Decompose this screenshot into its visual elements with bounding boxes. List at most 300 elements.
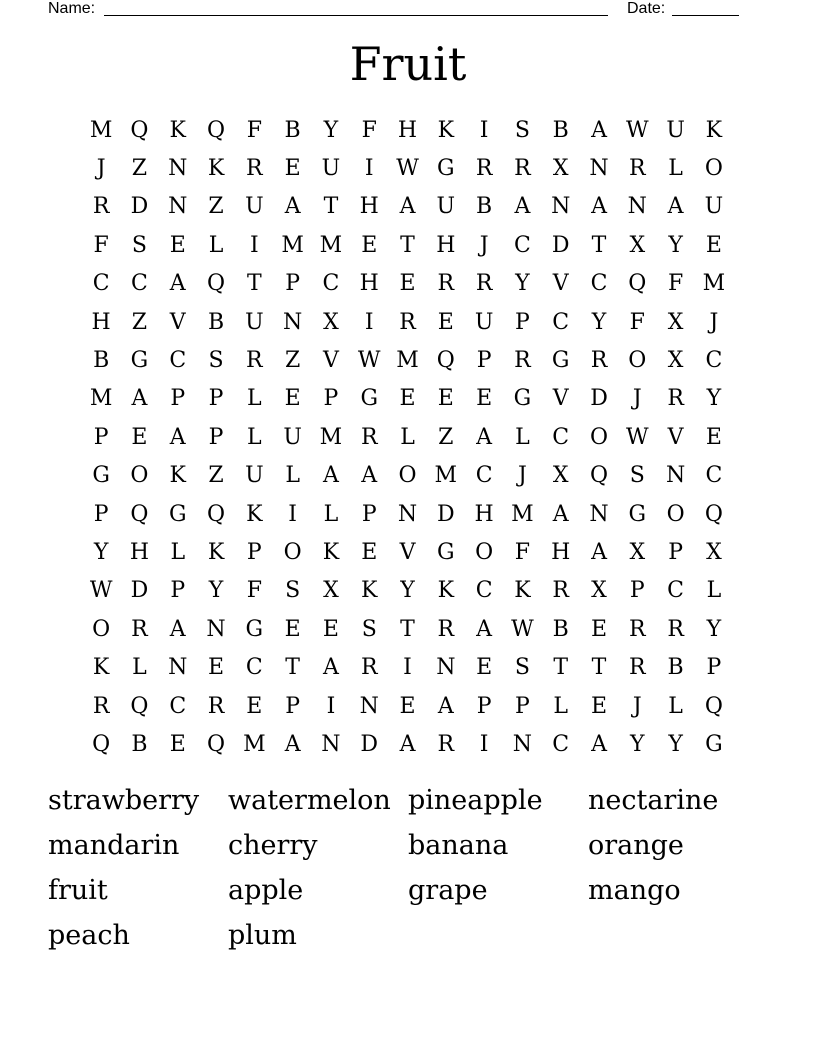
grid-cell[interactable]: P xyxy=(476,693,492,719)
grid-cell[interactable]: E xyxy=(705,232,722,258)
grid-cell[interactable]: I xyxy=(364,156,374,182)
grid-cell[interactable]: C xyxy=(590,271,608,297)
grid-cell[interactable]: M xyxy=(89,117,113,143)
grid-cell[interactable]: E xyxy=(705,424,722,450)
grid-cell[interactable]: G xyxy=(437,156,455,182)
grid-cell[interactable]: M xyxy=(319,232,343,258)
grid-cell[interactable]: F xyxy=(246,578,262,604)
grid-cell[interactable]: N xyxy=(436,655,456,681)
grid-cell[interactable]: I xyxy=(326,693,336,719)
grid-cell[interactable]: Q xyxy=(207,271,226,297)
grid-cell[interactable]: Y xyxy=(323,117,339,143)
grid-cell[interactable]: O xyxy=(628,348,647,374)
grid-cell[interactable]: K xyxy=(207,156,225,182)
grid-cell[interactable]: L xyxy=(170,539,186,565)
grid-cell[interactable]: X xyxy=(591,578,607,604)
grid-cell[interactable]: J xyxy=(632,693,642,719)
grid-cell[interactable]: O xyxy=(666,501,685,527)
grid-cell[interactable]: C xyxy=(245,655,263,681)
grid-cell[interactable]: P xyxy=(323,386,339,412)
grid-cell[interactable]: A xyxy=(437,693,454,719)
grid-cell[interactable]: G xyxy=(628,501,647,527)
grid-cell[interactable]: E xyxy=(284,616,301,642)
grid-cell[interactable]: H xyxy=(129,539,150,565)
grid-cell[interactable]: O xyxy=(130,463,149,489)
grid-cell[interactable]: O xyxy=(704,156,723,182)
grid-cell[interactable]: R xyxy=(131,616,148,642)
grid-cell[interactable]: P xyxy=(668,539,683,565)
grid-cell[interactable]: L xyxy=(132,655,147,681)
grid-cell[interactable]: X xyxy=(323,309,339,335)
grid-cell[interactable]: K xyxy=(169,117,186,143)
grid-cell[interactable]: W xyxy=(357,348,381,374)
grid-cell[interactable]: N xyxy=(627,194,647,220)
grid-cell[interactable]: H xyxy=(397,117,418,143)
grid-cell[interactable]: Y xyxy=(208,578,224,604)
grid-cell[interactable]: Q xyxy=(207,501,226,527)
grid-cell[interactable]: G xyxy=(130,348,149,374)
word-list xyxy=(48,778,768,958)
grid-cell[interactable]: P xyxy=(515,309,530,335)
grid-cell[interactable]: P xyxy=(361,501,377,527)
grid-cell[interactable]: C xyxy=(92,271,110,297)
grid-cell[interactable]: I xyxy=(364,309,374,335)
grid-cell[interactable]: W xyxy=(625,117,649,143)
grid-cell[interactable]: H xyxy=(359,271,379,297)
grid-cell[interactable]: E xyxy=(284,156,301,182)
word-list-item: orange xyxy=(588,830,684,861)
grid-cell[interactable]: R xyxy=(246,348,263,374)
grid-cell[interactable]: A xyxy=(399,731,416,757)
grid-cell[interactable]: G xyxy=(513,386,532,412)
grid-cell[interactable]: M xyxy=(89,386,113,412)
grid-cell[interactable]: P xyxy=(285,693,301,719)
grid-cell[interactable]: A xyxy=(131,386,148,412)
grid-cell[interactable]: K xyxy=(361,578,378,604)
grid-cell[interactable]: N xyxy=(168,655,188,681)
grid-cell[interactable]: X xyxy=(667,309,684,335)
grid-cell[interactable]: G xyxy=(168,501,187,527)
grid-cell[interactable]: N xyxy=(206,616,226,642)
grid-cell[interactable]: R xyxy=(207,693,225,719)
grid-cell[interactable]: N xyxy=(665,463,686,489)
grid-cell[interactable]: A xyxy=(169,271,186,297)
grid-cell[interactable]: L xyxy=(323,501,339,527)
grid-cell[interactable]: B xyxy=(667,655,684,681)
grid-cell[interactable]: K xyxy=(705,117,723,143)
grid-cell[interactable]: N xyxy=(359,693,379,719)
grid-cell[interactable]: O xyxy=(92,616,111,642)
name-field-line[interactable] xyxy=(104,0,608,16)
grid-cell[interactable]: P xyxy=(706,655,722,681)
grid-cell[interactable]: E xyxy=(322,616,339,642)
grid-cell[interactable]: V xyxy=(552,386,569,412)
grid-cell[interactable]: A xyxy=(591,117,607,143)
grid-cell[interactable]: Q xyxy=(130,117,149,143)
grid-cell[interactable]: T xyxy=(591,232,607,258)
grid-cell[interactable]: N xyxy=(589,501,609,527)
grid-cell[interactable]: T xyxy=(400,232,415,258)
grid-cell[interactable]: F xyxy=(629,309,645,335)
grid-cell[interactable]: Q xyxy=(628,271,647,297)
grid-cell[interactable]: C xyxy=(705,348,723,374)
grid-cell[interactable]: L xyxy=(247,424,262,450)
grid-cell[interactable]: M xyxy=(702,271,726,297)
word-list-item: mandarin xyxy=(48,830,180,861)
grid-cell[interactable]: H xyxy=(474,501,494,527)
grid-cell[interactable]: X xyxy=(323,578,339,604)
grid-cell[interactable]: N xyxy=(589,156,609,182)
grid-cell[interactable]: W xyxy=(511,616,534,642)
grid-cell[interactable]: V xyxy=(399,539,416,565)
grid-cell[interactable]: G xyxy=(245,616,264,642)
grid-cell[interactable]: E xyxy=(476,386,493,412)
grid-cell[interactable]: R xyxy=(667,616,684,642)
grid-cell[interactable]: P xyxy=(170,386,186,412)
grid-cell[interactable]: Y xyxy=(400,578,415,604)
grid-cell[interactable]: N xyxy=(168,156,188,182)
grid-cell[interactable]: R xyxy=(629,156,646,182)
grid-cell[interactable]: D xyxy=(551,232,570,258)
grid-cell[interactable]: Y xyxy=(668,731,683,757)
grid-cell[interactable]: A xyxy=(169,616,186,642)
grid-cell[interactable]: E xyxy=(284,386,301,412)
grid-cell[interactable]: W xyxy=(625,424,649,450)
grid-cell[interactable]: U xyxy=(704,194,724,220)
grid-cell[interactable]: A xyxy=(591,731,607,757)
grid-cell[interactable]: A xyxy=(514,194,531,220)
grid-cell[interactable]: Q xyxy=(130,501,149,527)
grid-cell[interactable]: F xyxy=(246,117,262,143)
grid-cell[interactable]: S xyxy=(514,117,530,143)
grid-cell[interactable]: K xyxy=(514,578,531,604)
grid-cell[interactable]: S xyxy=(285,578,301,604)
grid-cell[interactable]: R xyxy=(437,271,455,297)
grid-cell[interactable]: T xyxy=(246,271,262,297)
grid-cell[interactable]: R xyxy=(629,616,646,642)
grid-cell[interactable]: P xyxy=(515,693,530,719)
grid-cell[interactable]: I xyxy=(249,232,259,258)
grid-cell[interactable]: O xyxy=(589,424,609,450)
grid-cell[interactable]: J xyxy=(518,463,527,489)
grid-cell[interactable]: Z xyxy=(284,348,301,374)
grid-cell[interactable]: E xyxy=(361,539,378,565)
grid-cell[interactable]: Y xyxy=(515,271,530,297)
grid-cell[interactable]: X xyxy=(629,539,646,565)
grid-cell[interactable]: F xyxy=(514,539,531,565)
grid-cell[interactable]: L xyxy=(285,463,300,489)
grid-cell[interactable]: C xyxy=(131,271,148,297)
grid-cell[interactable]: E xyxy=(399,271,416,297)
grid-cell[interactable]: U xyxy=(245,309,264,335)
grid-cell[interactable]: D xyxy=(130,194,149,220)
grid-cell[interactable]: G xyxy=(360,386,379,412)
word-list-item: peach xyxy=(48,920,130,951)
grid-cell[interactable]: C xyxy=(169,693,187,719)
grid-cell[interactable]: F xyxy=(93,232,109,258)
grid-cell[interactable]: S xyxy=(208,348,224,374)
grid-cell[interactable]: L xyxy=(400,424,415,450)
grid-cell[interactable]: V xyxy=(322,348,339,374)
grid-cell[interactable]: X xyxy=(629,232,646,258)
grid-cell[interactable]: U xyxy=(666,117,685,143)
grid-cell[interactable]: J xyxy=(96,156,106,182)
grid-cell[interactable]: R xyxy=(475,156,493,182)
grid-cell[interactable]: V xyxy=(667,424,684,450)
grid-cell[interactable]: M xyxy=(396,348,419,374)
grid-cell[interactable]: W xyxy=(396,156,419,182)
grid-cell[interactable]: K xyxy=(437,578,455,604)
grid-cell[interactable]: E xyxy=(590,693,608,719)
grid-cell[interactable]: X xyxy=(667,348,684,374)
grid-cell[interactable]: A xyxy=(476,616,493,642)
grid-cell[interactable]: E xyxy=(399,386,416,412)
grid-cell[interactable]: Y xyxy=(706,386,722,412)
grid-cell[interactable]: A xyxy=(476,424,493,450)
grid-cell[interactable]: A xyxy=(667,194,684,220)
grid-cell[interactable]: Q xyxy=(704,501,723,527)
grid-cell[interactable]: K xyxy=(322,539,340,565)
grid-cell[interactable]: I xyxy=(403,655,412,681)
grid-cell[interactable]: A xyxy=(169,424,186,450)
grid-cell[interactable]: L xyxy=(208,232,224,258)
grid-cell[interactable]: R xyxy=(399,309,416,335)
word-list-item: mango xyxy=(588,875,681,906)
grid-cell[interactable]: P xyxy=(476,348,492,374)
grid-cell[interactable]: U xyxy=(245,194,264,220)
grid-cell[interactable]: G xyxy=(92,463,110,489)
grid-cell[interactable]: Q xyxy=(207,731,226,757)
grid-cell[interactable]: A xyxy=(322,463,339,489)
grid-cell[interactable]: R xyxy=(360,424,378,450)
grid-cell[interactable]: B xyxy=(552,616,569,642)
grid-cell[interactable]: E xyxy=(208,655,225,681)
grid-cell[interactable]: A xyxy=(361,463,378,489)
grid-cell[interactable]: M xyxy=(434,463,458,489)
grid-cell[interactable]: F xyxy=(667,271,684,297)
grid-cell[interactable]: P xyxy=(93,424,109,450)
grid-cell[interactable]: P xyxy=(208,386,224,412)
grid-cell[interactable]: P xyxy=(208,424,224,450)
grid-cell[interactable]: L xyxy=(668,156,683,182)
grid-cell[interactable]: H xyxy=(436,232,456,258)
grid-cell[interactable]: T xyxy=(553,655,569,681)
grid-cell[interactable]: E xyxy=(590,616,608,642)
grid-cell[interactable]: B xyxy=(207,309,225,335)
grid-cell[interactable]: B xyxy=(93,348,110,374)
grid-cell[interactable]: R xyxy=(590,348,608,374)
grid-cell[interactable]: C xyxy=(552,424,570,450)
grid-cell[interactable]: M xyxy=(281,232,304,258)
grid-cell[interactable]: E xyxy=(131,424,148,450)
grid-cell[interactable]: D xyxy=(360,731,379,757)
grid-cell[interactable]: T xyxy=(285,655,300,681)
grid-cell[interactable]: S xyxy=(514,655,530,681)
grid-cell[interactable]: C xyxy=(322,271,340,297)
grid-cell[interactable]: R xyxy=(246,156,263,182)
grid-cell[interactable]: L xyxy=(553,693,569,719)
grid-cell[interactable]: Y xyxy=(706,616,722,642)
grid-cell[interactable]: F xyxy=(361,117,377,143)
grid-cell[interactable]: N xyxy=(397,501,418,527)
grid-cell[interactable]: N xyxy=(168,194,188,220)
grid-cell[interactable]: E xyxy=(169,731,186,757)
grid-cell[interactable]: K xyxy=(246,501,263,527)
grid-cell[interactable]: Y xyxy=(591,309,607,335)
grid-cell[interactable]: E xyxy=(361,232,378,258)
grid-cell[interactable]: E xyxy=(437,309,454,335)
grid-cell[interactable]: I xyxy=(479,731,489,757)
grid-cell[interactable]: M xyxy=(243,731,266,757)
grid-cell[interactable]: R xyxy=(552,578,569,604)
date-label: Date: xyxy=(627,0,666,17)
grid-cell[interactable]: D xyxy=(437,501,455,527)
grid-cell[interactable]: Q xyxy=(207,117,226,143)
grid-cell[interactable]: K xyxy=(437,117,455,143)
grid-cell[interactable]: Z xyxy=(131,156,148,182)
grid-cell[interactable]: L xyxy=(706,578,722,604)
grid-cell[interactable]: G xyxy=(705,731,723,757)
grid-cell[interactable]: R xyxy=(92,693,110,719)
grid-cell[interactable]: Z xyxy=(131,309,148,335)
grid-cell[interactable]: R xyxy=(667,386,684,412)
grid-cell[interactable]: C xyxy=(513,232,531,258)
grid-cell[interactable]: A xyxy=(284,194,301,220)
grid-cell[interactable]: G xyxy=(437,539,455,565)
grid-cell[interactable]: A xyxy=(322,655,339,681)
grid-cell[interactable]: O xyxy=(475,539,494,565)
grid-cell[interactable]: A xyxy=(591,539,607,565)
grid-cell[interactable]: P xyxy=(246,539,262,565)
grid-cell[interactable]: A xyxy=(284,731,301,757)
grid-cell[interactable]: P xyxy=(285,271,301,297)
grid-cell[interactable]: L xyxy=(515,424,530,450)
grid-cell[interactable]: P xyxy=(629,578,645,604)
grid-cell[interactable]: A xyxy=(399,194,416,220)
grid-cell[interactable]: H xyxy=(91,309,111,335)
grid-cell[interactable]: A xyxy=(591,194,607,220)
grid-cell[interactable]: N xyxy=(283,309,303,335)
grid-cell[interactable]: U xyxy=(321,156,341,182)
grid-cell[interactable]: X xyxy=(552,463,569,489)
grid-cell[interactable]: C xyxy=(552,731,570,757)
grid-cell[interactable]: R xyxy=(514,156,531,182)
grid-cell[interactable]: W xyxy=(89,578,113,604)
grid-cell[interactable]: M xyxy=(319,424,343,450)
grid-cell[interactable]: R xyxy=(92,194,110,220)
grid-cell[interactable]: K xyxy=(92,655,110,681)
grid-cell[interactable]: B xyxy=(284,117,301,143)
grid-cell[interactable]: C xyxy=(475,463,493,489)
grid-cell[interactable]: S xyxy=(361,616,377,642)
grid-cell[interactable]: T xyxy=(400,616,415,642)
grid-cell[interactable]: O xyxy=(283,539,302,565)
grid-cell[interactable]: K xyxy=(169,463,186,489)
grid-cell[interactable]: U xyxy=(436,194,456,220)
grid-cell[interactable]: P xyxy=(170,578,186,604)
grid-cell[interactable]: J xyxy=(632,386,642,412)
grid-cell[interactable]: I xyxy=(288,501,297,527)
grid-cell[interactable]: H xyxy=(551,539,571,565)
grid-cell[interactable]: R xyxy=(629,655,646,681)
grid-cell[interactable]: Q xyxy=(130,693,149,719)
grid-cell[interactable]: B xyxy=(131,731,148,757)
word-list-item: plum xyxy=(228,920,297,951)
grid-cell[interactable]: C xyxy=(667,578,685,604)
grid-cell[interactable]: N xyxy=(551,194,571,220)
grid-cell[interactable]: Q xyxy=(589,463,609,489)
grid-cell[interactable]: R xyxy=(437,731,455,757)
grid-cell[interactable]: Q xyxy=(92,731,111,757)
grid-cell[interactable]: Q xyxy=(704,693,723,719)
grid-cell[interactable]: U xyxy=(474,309,494,335)
grid-cell[interactable]: U xyxy=(245,463,264,489)
word-list-item: fruit xyxy=(48,875,108,906)
grid-cell[interactable]: E xyxy=(246,693,263,719)
grid-cell[interactable]: U xyxy=(283,424,302,450)
grid-cell[interactable]: E xyxy=(437,386,454,412)
grid-cell[interactable]: Z xyxy=(438,424,454,450)
grid-cell[interactable]: K xyxy=(207,539,225,565)
grid-cell[interactable]: X xyxy=(552,156,569,182)
grid-cell[interactable]: I xyxy=(479,117,489,143)
grid-cell[interactable]: Q xyxy=(436,348,455,374)
grid-cell[interactable]: J xyxy=(479,232,489,258)
grid-cell[interactable]: S xyxy=(131,232,147,258)
grid-cell[interactable]: T xyxy=(323,194,339,220)
grid-cell[interactable]: N xyxy=(321,731,341,757)
grid-cell[interactable]: B xyxy=(552,117,569,143)
grid-cell[interactable]: E xyxy=(169,232,186,258)
grid-cell[interactable]: D xyxy=(590,386,608,412)
grid-cell[interactable]: G xyxy=(551,348,570,374)
grid-cell[interactable]: X xyxy=(706,539,722,565)
grid-cell[interactable]: R xyxy=(514,348,531,374)
grid-cell[interactable]: Z xyxy=(208,194,224,220)
grid-cell[interactable]: J xyxy=(709,309,719,335)
grid-cell[interactable]: C xyxy=(552,309,570,335)
grid-cell[interactable]: L xyxy=(247,386,262,412)
grid-cell[interactable]: P xyxy=(93,501,109,527)
grid-cell[interactable]: M xyxy=(511,501,534,527)
grid-cell[interactable]: N xyxy=(512,731,533,757)
grid-cell[interactable]: R xyxy=(475,271,493,297)
grid-cell[interactable]: R xyxy=(360,655,378,681)
grid-cell[interactable]: A xyxy=(552,501,569,527)
grid-cell[interactable]: L xyxy=(668,693,683,719)
grid-cell[interactable]: E xyxy=(476,655,493,681)
grid-cell[interactable]: C xyxy=(705,463,723,489)
grid-cell[interactable]: R xyxy=(437,616,455,642)
grid-cell[interactable]: E xyxy=(399,693,416,719)
worksheet-header xyxy=(48,0,740,20)
grid-cell[interactable]: D xyxy=(130,578,149,604)
grid-cell[interactable]: Z xyxy=(208,463,224,489)
grid-cell[interactable]: Y xyxy=(668,232,683,258)
grid-cell[interactable]: O xyxy=(398,463,417,489)
grid-cell[interactable]: V xyxy=(552,271,569,297)
grid-cell[interactable]: B xyxy=(476,194,493,220)
grid-cell[interactable]: Y xyxy=(93,539,109,565)
grid-cell[interactable]: C xyxy=(475,578,493,604)
grid-cell[interactable]: T xyxy=(591,655,607,681)
grid-cell[interactable]: V xyxy=(169,309,186,335)
date-field-line[interactable] xyxy=(672,0,739,16)
grid-cell[interactable]: C xyxy=(169,348,187,374)
grid-cell[interactable]: Y xyxy=(630,731,645,757)
grid-cell[interactable]: H xyxy=(359,194,379,220)
grid-cell[interactable]: S xyxy=(629,463,645,489)
